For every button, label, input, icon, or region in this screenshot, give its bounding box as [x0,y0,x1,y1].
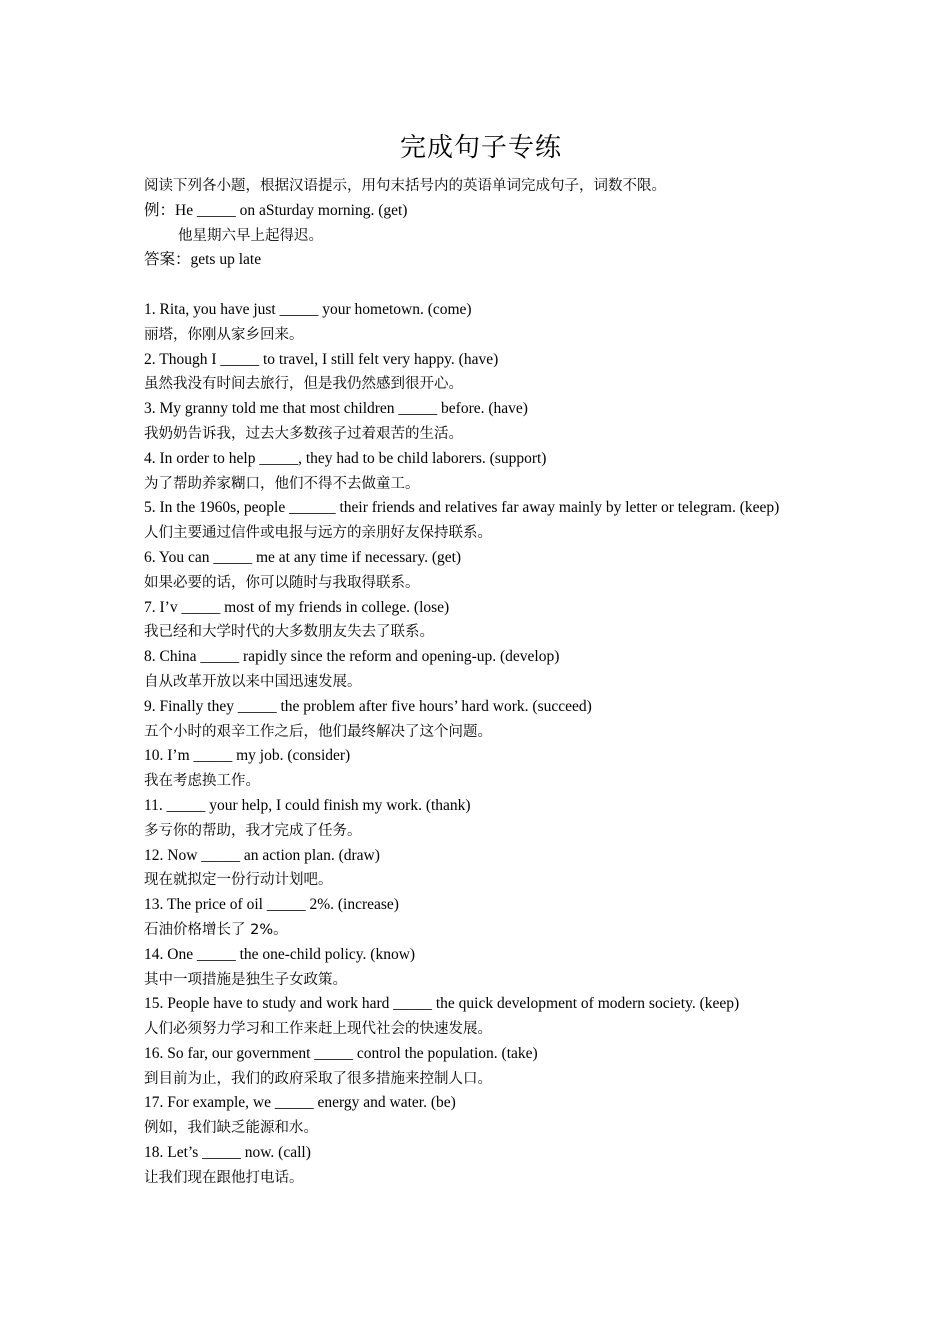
example-translation: 他星期六早上起得迟。 [178,227,323,244]
question-1-english: 1. Rita, you have just _____ your hometown. (come) [144,300,472,318]
question-5-english: 5. In the 1960s, people ______ their friends and relatives far away mainly by letter or telegram. (keep) [144,499,780,517]
question-18-english: 18. Let’s _____ now. (call) [144,1144,311,1162]
question-11-english: 11. _____ your help, I could finish my work. (thank) [144,796,471,814]
question-14-english: 14. One _____ the one-child policy. (know) [144,945,416,963]
question-4-chinese: 为了帮助养家糊口，他们不得不去做童工。 [144,475,420,492]
question-4-english: 4. In order to help _____, they had to be child laborers. (support) [144,449,547,467]
question-16-chinese: 到目前为止，我们的政府采取了很多措施来控制人口。 [144,1070,492,1087]
question-10-chinese: 我在考虑换工作。 [144,773,260,790]
question-6-chinese: 如果必要的话，你可以随时与我取得联系。 [144,574,420,591]
question-12-chinese: 现在就拟定一份行动计划吧。 [144,872,333,889]
question-9-english: 9. Finally they _____ the problem after five hours’ hard work. (succeed) [144,697,592,715]
question-14-chinese: 其中一项措施是独生子女政策。 [144,971,347,988]
question-2-english: 2. Though I _____ to travel, I still felt very happy. (have) [144,350,499,368]
document-title: 完成句子专练 [399,133,562,163]
question-18-chinese: 让我们现在跟他打电话。 [144,1169,304,1186]
question-7-english: 7. I’v _____ most of my friends in college. (lose) [144,598,450,616]
question-12-english: 12. Now _____ an action plan. (draw) [144,846,380,864]
question-10-english: 10. I’m _____ my job. (consider) [144,747,351,765]
question-5-chinese: 人们主要通过信件或电报与远方的亲朋好友保持联系。 [144,525,492,542]
question-3-chinese: 我奶奶告诉我，过去大多数孩子过着艰苦的生活。 [144,425,463,442]
question-9-chinese: 五个小时的艰辛工作之后，他们最终解决了这个问题。 [144,723,492,740]
question-8-english: 8. China _____ rapidly since the reform and opening-up. (develop) [144,648,560,666]
question-17-english: 17. For example, we _____ energy and water. (be) [144,1094,456,1112]
question-11-chinese: 多亏你的帮助，我才完成了任务。 [144,822,362,839]
instructions: 阅读下列各小题，根据汉语提示，用句末括号内的英语单词完成句子，词数不限。 [144,178,666,194]
question-17-chinese: 例如，我们缺乏能源和水。 [144,1120,318,1137]
document-page [144,128,806,1191]
question-13-chinese: 石油价格增长了 2%。 [144,921,288,938]
question-8-chinese: 自从改革开放以来中国迅速发展。 [144,673,362,690]
question-7-chinese: 我已经和大学时代的大多数朋友失去了联系。 [144,624,434,641]
spacer [144,273,806,298]
question-15-chinese: 人们必须努力学习和工作来赶上现代社会的快速发展。 [144,1021,492,1038]
example-answer: 答案：gets up late [144,251,262,269]
question-3-english: 3. My granny told me that most children _____ before. (have) [144,400,528,418]
question-6-english: 6. You can _____ me at any time if necessary. (get) [144,548,462,566]
question-13-english: 13. The price of oil _____ 2%. (increase) [144,896,399,914]
question-list [144,298,806,1191]
example-sentence: 例：He _____ on aSturday morning. (get) [144,201,408,219]
question-1-chinese: 丽塔，你刚从家乡回来。 [144,326,304,343]
question-16-english: 16. So far, our government _____ control the population. (take) [144,1044,538,1062]
question-15-english: 15. People have to study and work hard _____ the quick development of modern society. (keep) [144,995,740,1013]
question-2-chinese: 虽然我没有时间去旅行，但是我仍然感到很开心。 [144,376,463,393]
